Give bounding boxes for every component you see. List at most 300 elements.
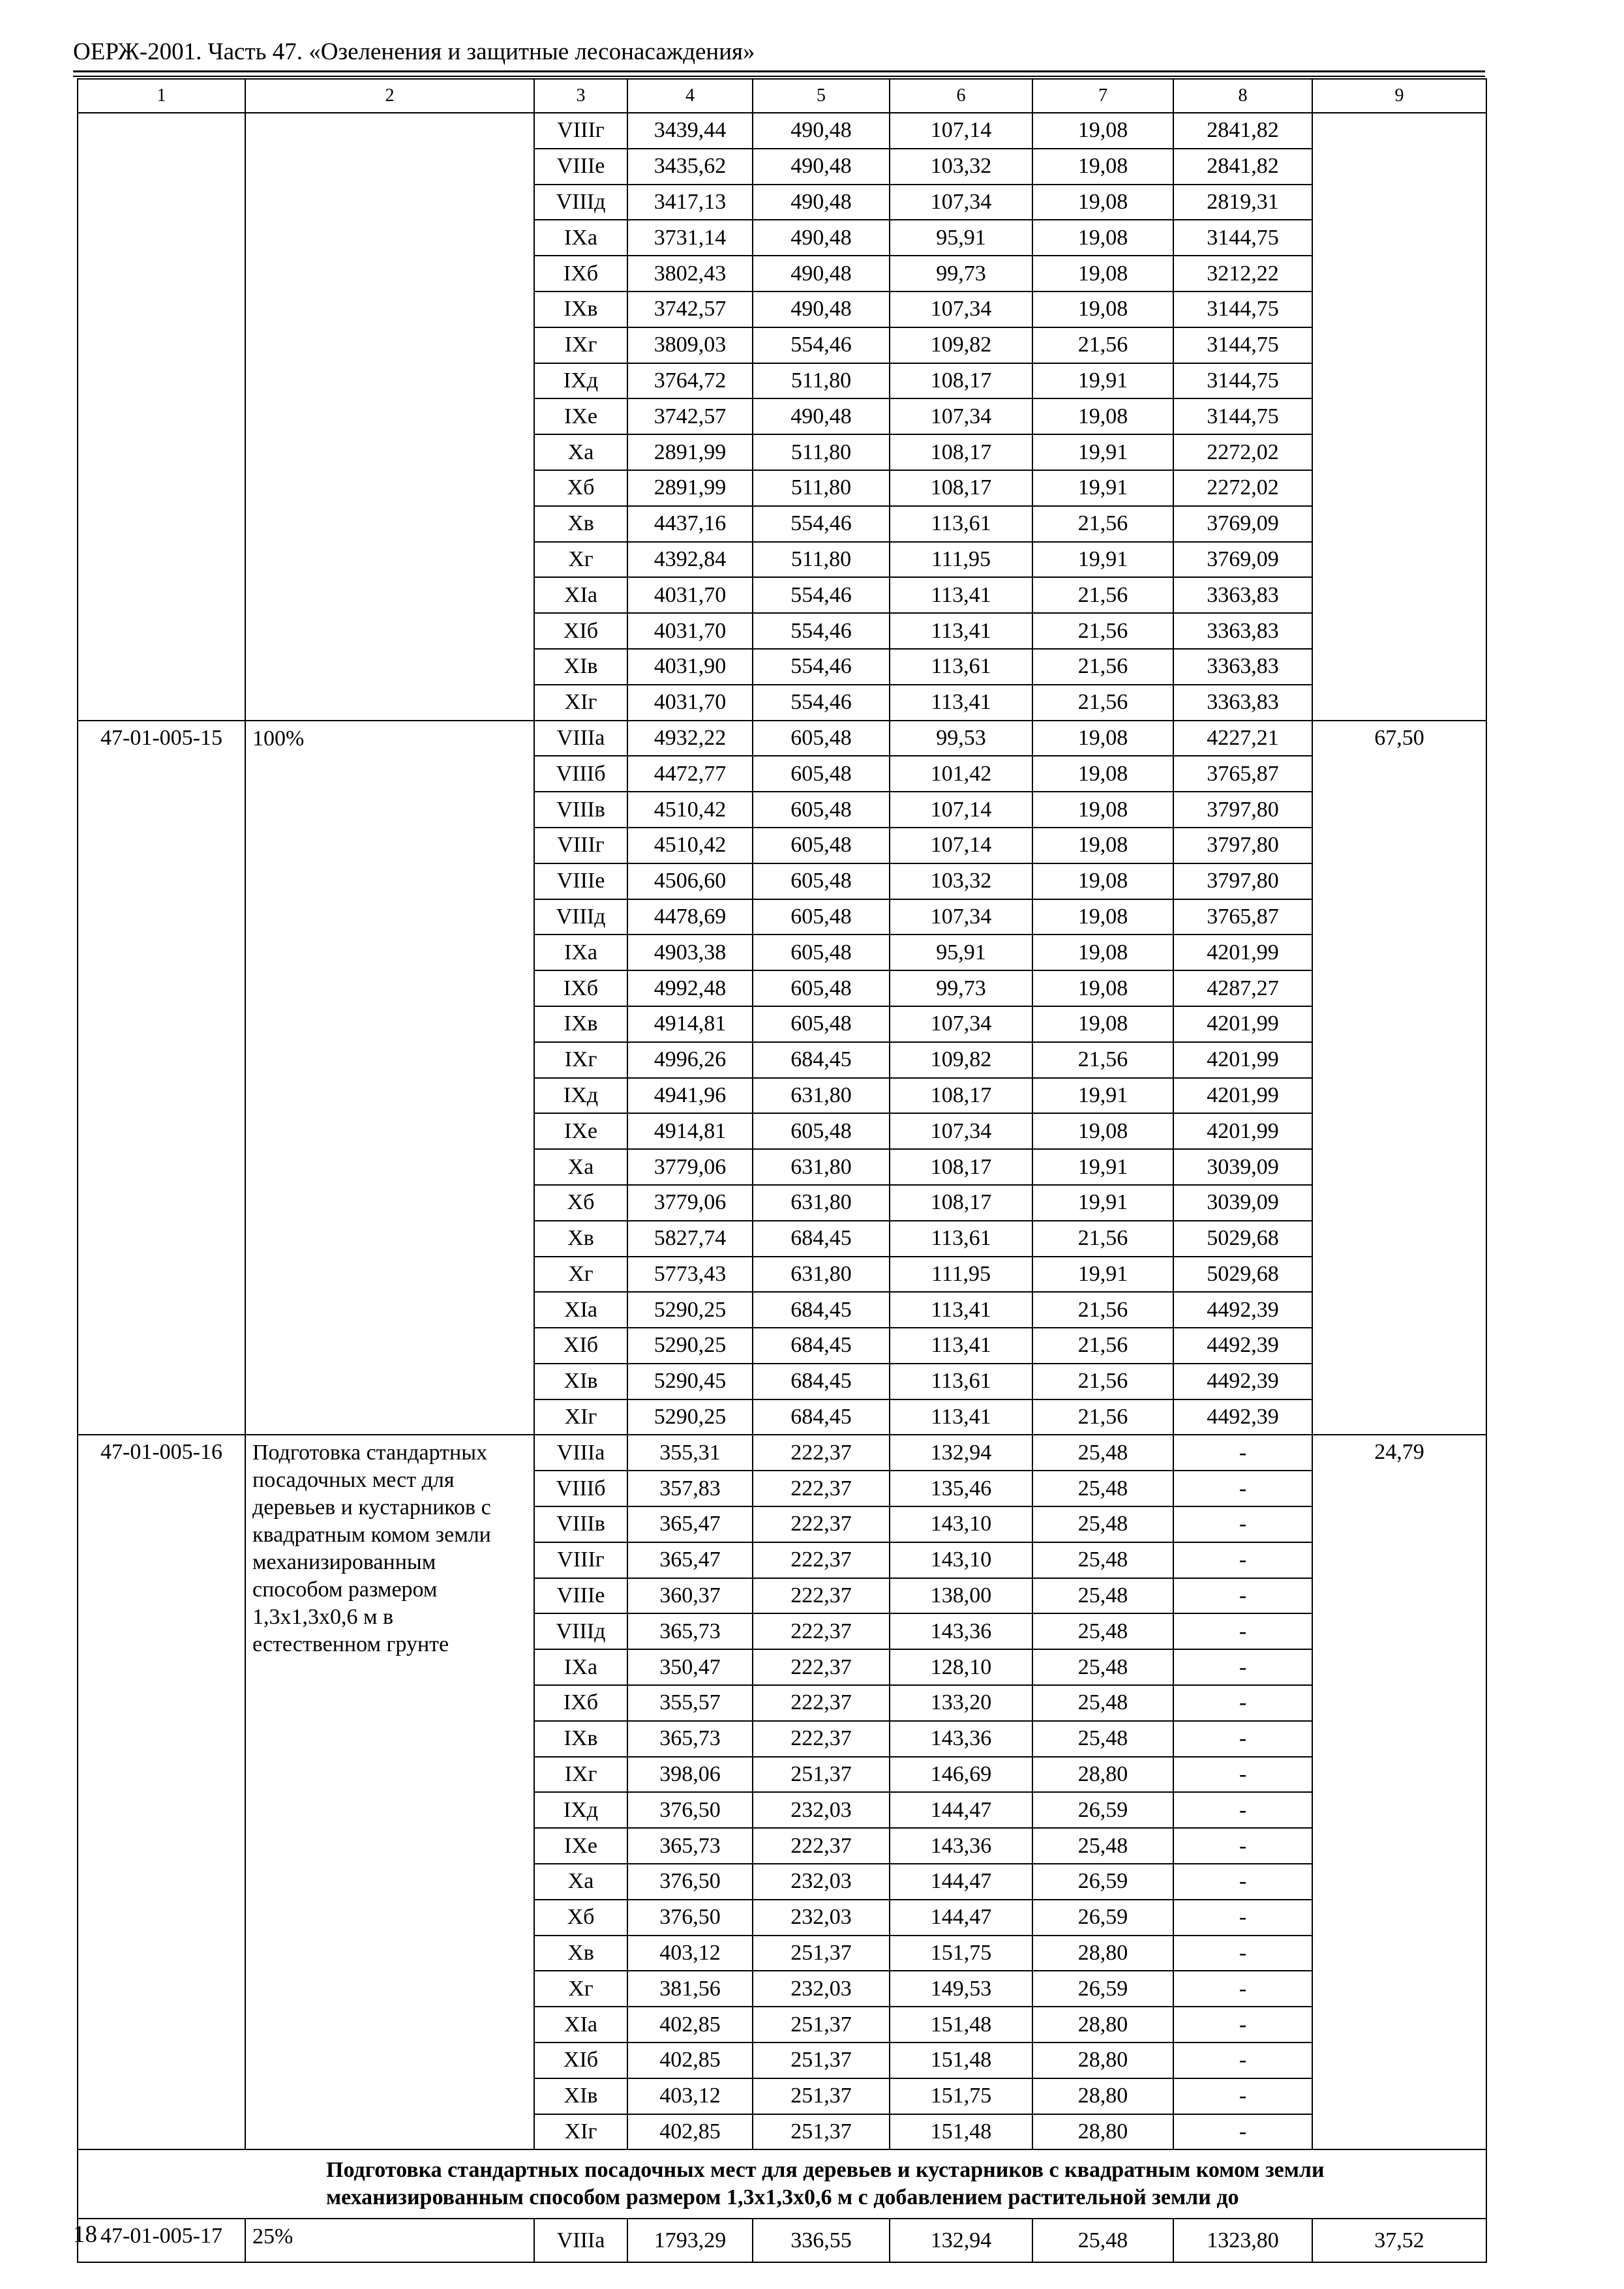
table-cell: 5029,68 (1173, 1257, 1312, 1293)
table-cell: 3765,87 (1173, 756, 1312, 792)
table-cell: 4392,84 (627, 542, 753, 578)
table-row (78, 721, 1486, 756)
table-cell: 554,46 (753, 577, 890, 613)
table-cell: IXа (534, 1649, 627, 1685)
table-cell: 19,91 (1032, 1149, 1173, 1185)
table-cell: VIIIд (534, 899, 627, 935)
table-cell: 605,48 (753, 756, 890, 792)
table-cell: 19,08 (1032, 256, 1173, 292)
table-cell: 107,14 (890, 828, 1032, 863)
table-cell: 3742,57 (627, 398, 753, 434)
table-cell: 631,80 (753, 1149, 890, 1185)
table-cell: 19,91 (1032, 542, 1173, 578)
table-cell: - (1173, 1792, 1312, 1828)
table-cell: 107,34 (890, 899, 1032, 935)
table-cell: 3363,83 (1173, 649, 1312, 685)
table-cell: 19,08 (1032, 756, 1173, 792)
table-cell: 19,08 (1032, 113, 1173, 149)
table-cell: 107,34 (890, 398, 1032, 434)
table-cell: 605,48 (753, 1113, 890, 1149)
table-cell: 554,46 (753, 685, 890, 721)
table-cell: 511,80 (753, 542, 890, 578)
table-cell: 3769,09 (1173, 542, 1312, 578)
table-cell: IXе (534, 398, 627, 434)
table-cell: VIIIг (534, 828, 627, 863)
table-cell: 107,14 (890, 792, 1032, 828)
table-cell: 4903,38 (627, 935, 753, 970)
table-cell: 107,34 (890, 1006, 1032, 1042)
table-cell: 26,59 (1032, 1900, 1173, 1936)
table-cell: 21,56 (1032, 577, 1173, 613)
table-cell: IXв (534, 1006, 627, 1042)
table-cell: Xб (534, 470, 627, 506)
table-cell: 684,45 (753, 1364, 890, 1399)
table-cell: IXе (534, 1113, 627, 1149)
table-cell: 21,56 (1032, 1364, 1173, 1399)
norm-total-cell (1312, 113, 1486, 721)
table-cell: 21,56 (1032, 685, 1173, 721)
table-cell: 99,73 (890, 256, 1032, 292)
table-cell: 19,91 (1032, 363, 1173, 399)
table-cell: 108,17 (890, 1185, 1032, 1221)
table-cell: 19,91 (1032, 1078, 1173, 1114)
table-cell: 95,91 (890, 220, 1032, 256)
table-cell: 4492,39 (1173, 1292, 1312, 1328)
table-cell: Xг (534, 542, 627, 578)
table-cell: VIIIа (534, 1435, 627, 1471)
table-cell: Xа (534, 434, 627, 470)
table-cell: 3765,87 (1173, 899, 1312, 935)
table-cell: 554,46 (753, 613, 890, 649)
table-cell: 350,47 (627, 1649, 753, 1685)
page-header-title: ОЕРЖ-2001. Часть 47. «Озеленения и защитные лесонасаждения» (73, 38, 755, 65)
table-cell: 355,57 (627, 1685, 753, 1721)
table-cell: IXе (534, 1828, 627, 1864)
table-cell: XIг (534, 1399, 627, 1435)
table-cell: 3731,14 (627, 220, 753, 256)
table-cell: 2841,82 (1173, 113, 1312, 149)
table-cell: IXа (534, 935, 627, 970)
table-cell: 365,73 (627, 1721, 753, 1757)
table-cell: XIг (534, 2114, 627, 2150)
table-cell: 151,75 (890, 1936, 1032, 1971)
table-cell: 605,48 (753, 792, 890, 828)
table-cell: XIв (534, 2078, 627, 2114)
table-cell: 21,56 (1032, 1042, 1173, 1078)
table-cell: 19,08 (1032, 970, 1173, 1006)
header-rule-thin (73, 76, 1485, 77)
table-cell: 398,06 (627, 1757, 753, 1793)
table-cell: 3039,09 (1173, 1185, 1312, 1221)
table-cell: 554,46 (753, 506, 890, 542)
table-cell: 222,37 (753, 1649, 890, 1685)
table-cell: 113,41 (890, 1292, 1032, 1328)
table-cell: 19,91 (1032, 1257, 1173, 1293)
table-cell: 25,48 (1032, 1435, 1173, 1471)
table-cell: 3363,83 (1173, 685, 1312, 721)
column-number: 2 (245, 79, 534, 113)
section-heading-row (78, 2149, 1486, 2219)
table-cell: 3797,80 (1173, 828, 1312, 863)
table-cell: 21,56 (1032, 1328, 1173, 1364)
table-cell: 151,48 (890, 2042, 1032, 2078)
table-cell: 109,82 (890, 1042, 1032, 1078)
table-cell: 490,48 (753, 149, 890, 185)
table-cell: VIIIе (534, 149, 627, 185)
norm-code-cell: 47-01-005-16 (78, 1435, 245, 2149)
table-cell: VIIIв (534, 1506, 627, 1542)
table-cell: 490,48 (753, 292, 890, 327)
table-cell: 113,41 (890, 613, 1032, 649)
table-cell: Xв (534, 1936, 627, 1971)
table-cell: 336,55 (753, 2219, 890, 2262)
column-number: 9 (1312, 79, 1486, 113)
table-cell: 3797,80 (1173, 792, 1312, 828)
table-cell: 3144,75 (1173, 398, 1312, 434)
table-cell: 4506,60 (627, 863, 753, 899)
table-cell: 108,17 (890, 363, 1032, 399)
table-cell: 4932,22 (627, 721, 753, 756)
table-row (78, 2219, 1486, 2262)
table-cell: 107,34 (890, 1113, 1032, 1149)
table-cell: 25,48 (1032, 1506, 1173, 1542)
column-number: 4 (627, 79, 753, 113)
table-cell: 21,56 (1032, 649, 1173, 685)
table-cell: 4478,69 (627, 899, 753, 935)
table-cell: 21,56 (1032, 1399, 1173, 1435)
table-cell: XIв (534, 1364, 627, 1399)
table-cell: 25,48 (1032, 1721, 1173, 1757)
table-cell: 113,61 (890, 1364, 1032, 1399)
table-cell: - (1173, 1900, 1312, 1936)
table-cell: IXб (534, 1685, 627, 1721)
table-cell: Xа (534, 1149, 627, 1185)
table-cell: 631,80 (753, 1257, 890, 1293)
table-cell: 5290,25 (627, 1292, 753, 1328)
table-cell: IXг (534, 1757, 627, 1793)
table-cell: 21,56 (1032, 613, 1173, 649)
table-cell: 132,94 (890, 1435, 1032, 1471)
table-cell: 3764,72 (627, 363, 753, 399)
table-cell: 684,45 (753, 1042, 890, 1078)
norm-code-cell: 47-01-005-15 (78, 721, 245, 1435)
table-cell: 133,20 (890, 1685, 1032, 1721)
table-cell: 376,50 (627, 1900, 753, 1936)
table-cell: 2891,99 (627, 470, 753, 506)
norm-code-cell (78, 113, 245, 721)
table-cell: 4437,16 (627, 506, 753, 542)
table-cell: 222,37 (753, 1435, 890, 1471)
table-cell: 3742,57 (627, 292, 753, 327)
table-cell: XIв (534, 649, 627, 685)
page-number: 18 (73, 2221, 97, 2248)
table-cell: 2272,02 (1173, 470, 1312, 506)
table-cell: 402,85 (627, 2042, 753, 2078)
norm-total-cell: 24,79 (1312, 1435, 1486, 2149)
table-cell: XIа (534, 1292, 627, 1328)
table-cell: 144,47 (890, 1864, 1032, 1900)
table-cell: 357,83 (627, 1471, 753, 1506)
table-cell: 490,48 (753, 220, 890, 256)
table-cell: 5029,68 (1173, 1221, 1312, 1257)
table-cell: Xв (534, 1221, 627, 1257)
table-cell: 25,48 (1032, 1471, 1173, 1506)
table-cell: 143,10 (890, 1542, 1032, 1578)
table-cell: 113,41 (890, 577, 1032, 613)
table-row (78, 113, 1486, 149)
table-cell: IXа (534, 220, 627, 256)
table-cell: 605,48 (753, 863, 890, 899)
table-cell: 19,08 (1032, 935, 1173, 970)
table-cell: 4201,99 (1173, 1006, 1312, 1042)
table-cell: 19,08 (1032, 721, 1173, 756)
table-cell: 19,91 (1032, 470, 1173, 506)
table-cell: 222,37 (753, 1542, 890, 1578)
table-cell: 222,37 (753, 1613, 890, 1649)
table-cell: 28,80 (1032, 2078, 1173, 2114)
table-cell: 5827,74 (627, 1221, 753, 1257)
table-cell: 5290,25 (627, 1399, 753, 1435)
table-cell: 3779,06 (627, 1185, 753, 1221)
table-cell: 108,17 (890, 470, 1032, 506)
table-cell: 2272,02 (1173, 434, 1312, 470)
table-cell: 251,37 (753, 2114, 890, 2150)
table-cell: VIIIа (534, 2219, 627, 2262)
table-cell: 149,53 (890, 1971, 1032, 2007)
table-cell: Xа (534, 1864, 627, 1900)
table-cell: 355,31 (627, 1435, 753, 1471)
table-cell: IXг (534, 327, 627, 363)
table-cell: 111,95 (890, 542, 1032, 578)
table-cell: 3144,75 (1173, 327, 1312, 363)
table-cell: 143,36 (890, 1721, 1032, 1757)
table-cell: 19,91 (1032, 1185, 1173, 1221)
table-cell: IXд (534, 363, 627, 399)
table-cell: 490,48 (753, 256, 890, 292)
table-cell: XIа (534, 577, 627, 613)
table-cell: 381,56 (627, 1971, 753, 2007)
table-cell: - (1173, 1864, 1312, 1900)
table-cell: 28,80 (1032, 2114, 1173, 2150)
table-cell: 490,48 (753, 113, 890, 149)
table-cell: 365,73 (627, 1828, 753, 1864)
table-cell: 684,45 (753, 1328, 890, 1364)
table-cell: 108,17 (890, 1149, 1032, 1185)
table-cell: 4031,70 (627, 685, 753, 721)
table-cell: 26,59 (1032, 1971, 1173, 2007)
table-cell: 4914,81 (627, 1006, 753, 1042)
table-cell: Xб (534, 1900, 627, 1936)
table-cell: VIIIб (534, 756, 627, 792)
table-cell: 128,10 (890, 1649, 1032, 1685)
table-cell: 5290,45 (627, 1364, 753, 1399)
table-cell: IXд (534, 1078, 627, 1114)
norm-total-cell: 37,52 (1312, 2219, 1486, 2262)
table-cell: 3144,75 (1173, 292, 1312, 327)
table-cell: 3363,83 (1173, 577, 1312, 613)
table-cell: 25,48 (1032, 1542, 1173, 1578)
table-cell: 554,46 (753, 649, 890, 685)
table-cell: 25,48 (1032, 1613, 1173, 1649)
table-cell: - (1173, 1506, 1312, 1542)
norm-description-cell: 25% (245, 2219, 534, 2262)
header-rule (73, 70, 1485, 72)
table-cell: 4201,99 (1173, 1113, 1312, 1149)
table-cell: 684,45 (753, 1292, 890, 1328)
table-cell: 232,03 (753, 1971, 890, 2007)
table-cell: 21,56 (1032, 327, 1173, 363)
table-cell: 605,48 (753, 899, 890, 935)
table-cell: 376,50 (627, 1864, 753, 1900)
table-cell: 3363,83 (1173, 613, 1312, 649)
table-cell: 232,03 (753, 1900, 890, 1936)
table-cell: 113,41 (890, 1328, 1032, 1364)
table-cell: 251,37 (753, 2042, 890, 2078)
table-cell: 222,37 (753, 1471, 890, 1506)
table-cell: 108,17 (890, 1078, 1032, 1114)
table-cell: 26,59 (1032, 1792, 1173, 1828)
table-cell: 4031,70 (627, 613, 753, 649)
table-cell: 222,37 (753, 1506, 890, 1542)
table-cell: XIг (534, 685, 627, 721)
table-cell: 19,08 (1032, 1113, 1173, 1149)
table-cell: VIIIв (534, 792, 627, 828)
table-cell: 365,47 (627, 1542, 753, 1578)
norm-description-cell (245, 113, 534, 721)
table-cell: - (1173, 1542, 1312, 1578)
table-cell: 25,48 (1032, 1578, 1173, 1614)
table-cell: XIб (534, 613, 627, 649)
table-cell: 605,48 (753, 970, 890, 1006)
table-cell: 4996,26 (627, 1042, 753, 1078)
column-number: 8 (1173, 79, 1312, 113)
table-cell: 684,45 (753, 1399, 890, 1435)
table-cell: 365,47 (627, 1506, 753, 1542)
table-cell: VIIIа (534, 721, 627, 756)
table-cell: 3144,75 (1173, 220, 1312, 256)
table-cell: 4941,96 (627, 1078, 753, 1114)
table-cell: 21,56 (1032, 1292, 1173, 1328)
table-cell: 146,69 (890, 1757, 1032, 1793)
table-cell: 3769,09 (1173, 506, 1312, 542)
table-cell: 103,32 (890, 149, 1032, 185)
table-cell: 99,73 (890, 970, 1032, 1006)
table-cell: Xв (534, 506, 627, 542)
table-cell: 4992,48 (627, 970, 753, 1006)
table-cell: 3039,09 (1173, 1149, 1312, 1185)
table-cell: 222,37 (753, 1828, 890, 1864)
table-cell: 25,48 (1032, 1649, 1173, 1685)
table-cell: 21,56 (1032, 1221, 1173, 1257)
table-cell: 490,48 (753, 398, 890, 434)
table-cell: VIIIд (534, 1613, 627, 1649)
table-cell: 4287,27 (1173, 970, 1312, 1006)
table-cell: 19,08 (1032, 185, 1173, 220)
table-cell: 605,48 (753, 1006, 890, 1042)
table-cell: 19,08 (1032, 792, 1173, 828)
table-cell: VIIIе (534, 863, 627, 899)
table-cell: 3212,22 (1173, 256, 1312, 292)
table-cell: 232,03 (753, 1792, 890, 1828)
table-cell: 107,34 (890, 185, 1032, 220)
table-cell: - (1173, 1757, 1312, 1793)
table-cell: 19,08 (1032, 292, 1173, 327)
table-cell: 403,12 (627, 2078, 753, 2114)
table-cell: 4031,90 (627, 649, 753, 685)
table-cell: - (1173, 1471, 1312, 1506)
table-cell: 490,48 (753, 185, 890, 220)
table-cell: - (1173, 1578, 1312, 1614)
table-cell: 4492,39 (1173, 1328, 1312, 1364)
table-cell: VIIIг (534, 113, 627, 149)
column-number: 3 (534, 79, 627, 113)
table-cell: 631,80 (753, 1078, 890, 1114)
table-cell: 365,73 (627, 1613, 753, 1649)
table-cell: 605,48 (753, 935, 890, 970)
table-cell: 3439,44 (627, 113, 753, 149)
table-cell: 402,85 (627, 2114, 753, 2150)
table-cell: 19,08 (1032, 149, 1173, 185)
table-cell: 19,91 (1032, 434, 1173, 470)
table-cell: 605,48 (753, 721, 890, 756)
table-cell: 3809,03 (627, 327, 753, 363)
table-cell: VIIIб (534, 1471, 627, 1506)
table-cell: 113,61 (890, 1221, 1032, 1257)
table-cell: 222,37 (753, 1721, 890, 1757)
table-cell: 4492,39 (1173, 1399, 1312, 1435)
table-cell: 251,37 (753, 1757, 890, 1793)
table-cell: 251,37 (753, 1936, 890, 1971)
table-cell: - (1173, 2078, 1312, 2114)
table-cell: 5290,25 (627, 1328, 753, 1364)
table-cell: 21,56 (1032, 506, 1173, 542)
table-cell: IXв (534, 292, 627, 327)
table-cell: 3435,62 (627, 149, 753, 185)
table-cell: 3779,06 (627, 1149, 753, 1185)
table-cell: 554,46 (753, 327, 890, 363)
table-cell: - (1173, 1721, 1312, 1757)
table-cell: VIIIд (534, 185, 627, 220)
table-cell: 151,48 (890, 2114, 1032, 2150)
table-cell: Xг (534, 1971, 627, 2007)
table-cell: 28,80 (1032, 1757, 1173, 1793)
table-cell: 109,82 (890, 327, 1032, 363)
table-cell: 232,03 (753, 1864, 890, 1900)
column-number: 1 (78, 79, 245, 113)
table-cell: 511,80 (753, 434, 890, 470)
table-cell: 2841,82 (1173, 149, 1312, 185)
table-cell: 4510,42 (627, 792, 753, 828)
table-cell: - (1173, 1936, 1312, 1971)
table-cell: Xг (534, 1257, 627, 1293)
table-cell: IXд (534, 1792, 627, 1828)
table-cell: 138,00 (890, 1578, 1032, 1614)
table-cell: 28,80 (1032, 2042, 1173, 2078)
table-cell: 25,48 (1032, 1685, 1173, 1721)
table-cell: - (1173, 1971, 1312, 2007)
table-cell: 2819,31 (1173, 185, 1312, 220)
table-cell: 222,37 (753, 1578, 890, 1614)
section-heading: Подготовка стандартных посадочных мест для деревьев и кустарников с квадратным комом земли механизированным способом размером 1,3х1,3х0,6 м с добавлением растительной земли до (78, 2149, 1486, 2219)
table-row (78, 1435, 1486, 1471)
table-cell: 28,80 (1032, 1936, 1173, 1971)
table-cell: 19,08 (1032, 828, 1173, 863)
table-cell: 113,61 (890, 649, 1032, 685)
table-cell: 4201,99 (1173, 1042, 1312, 1078)
table-cell: XIб (534, 1328, 627, 1364)
table-cell: 19,08 (1032, 398, 1173, 434)
norm-code-cell: 47-01-005-17 (78, 2219, 245, 2262)
